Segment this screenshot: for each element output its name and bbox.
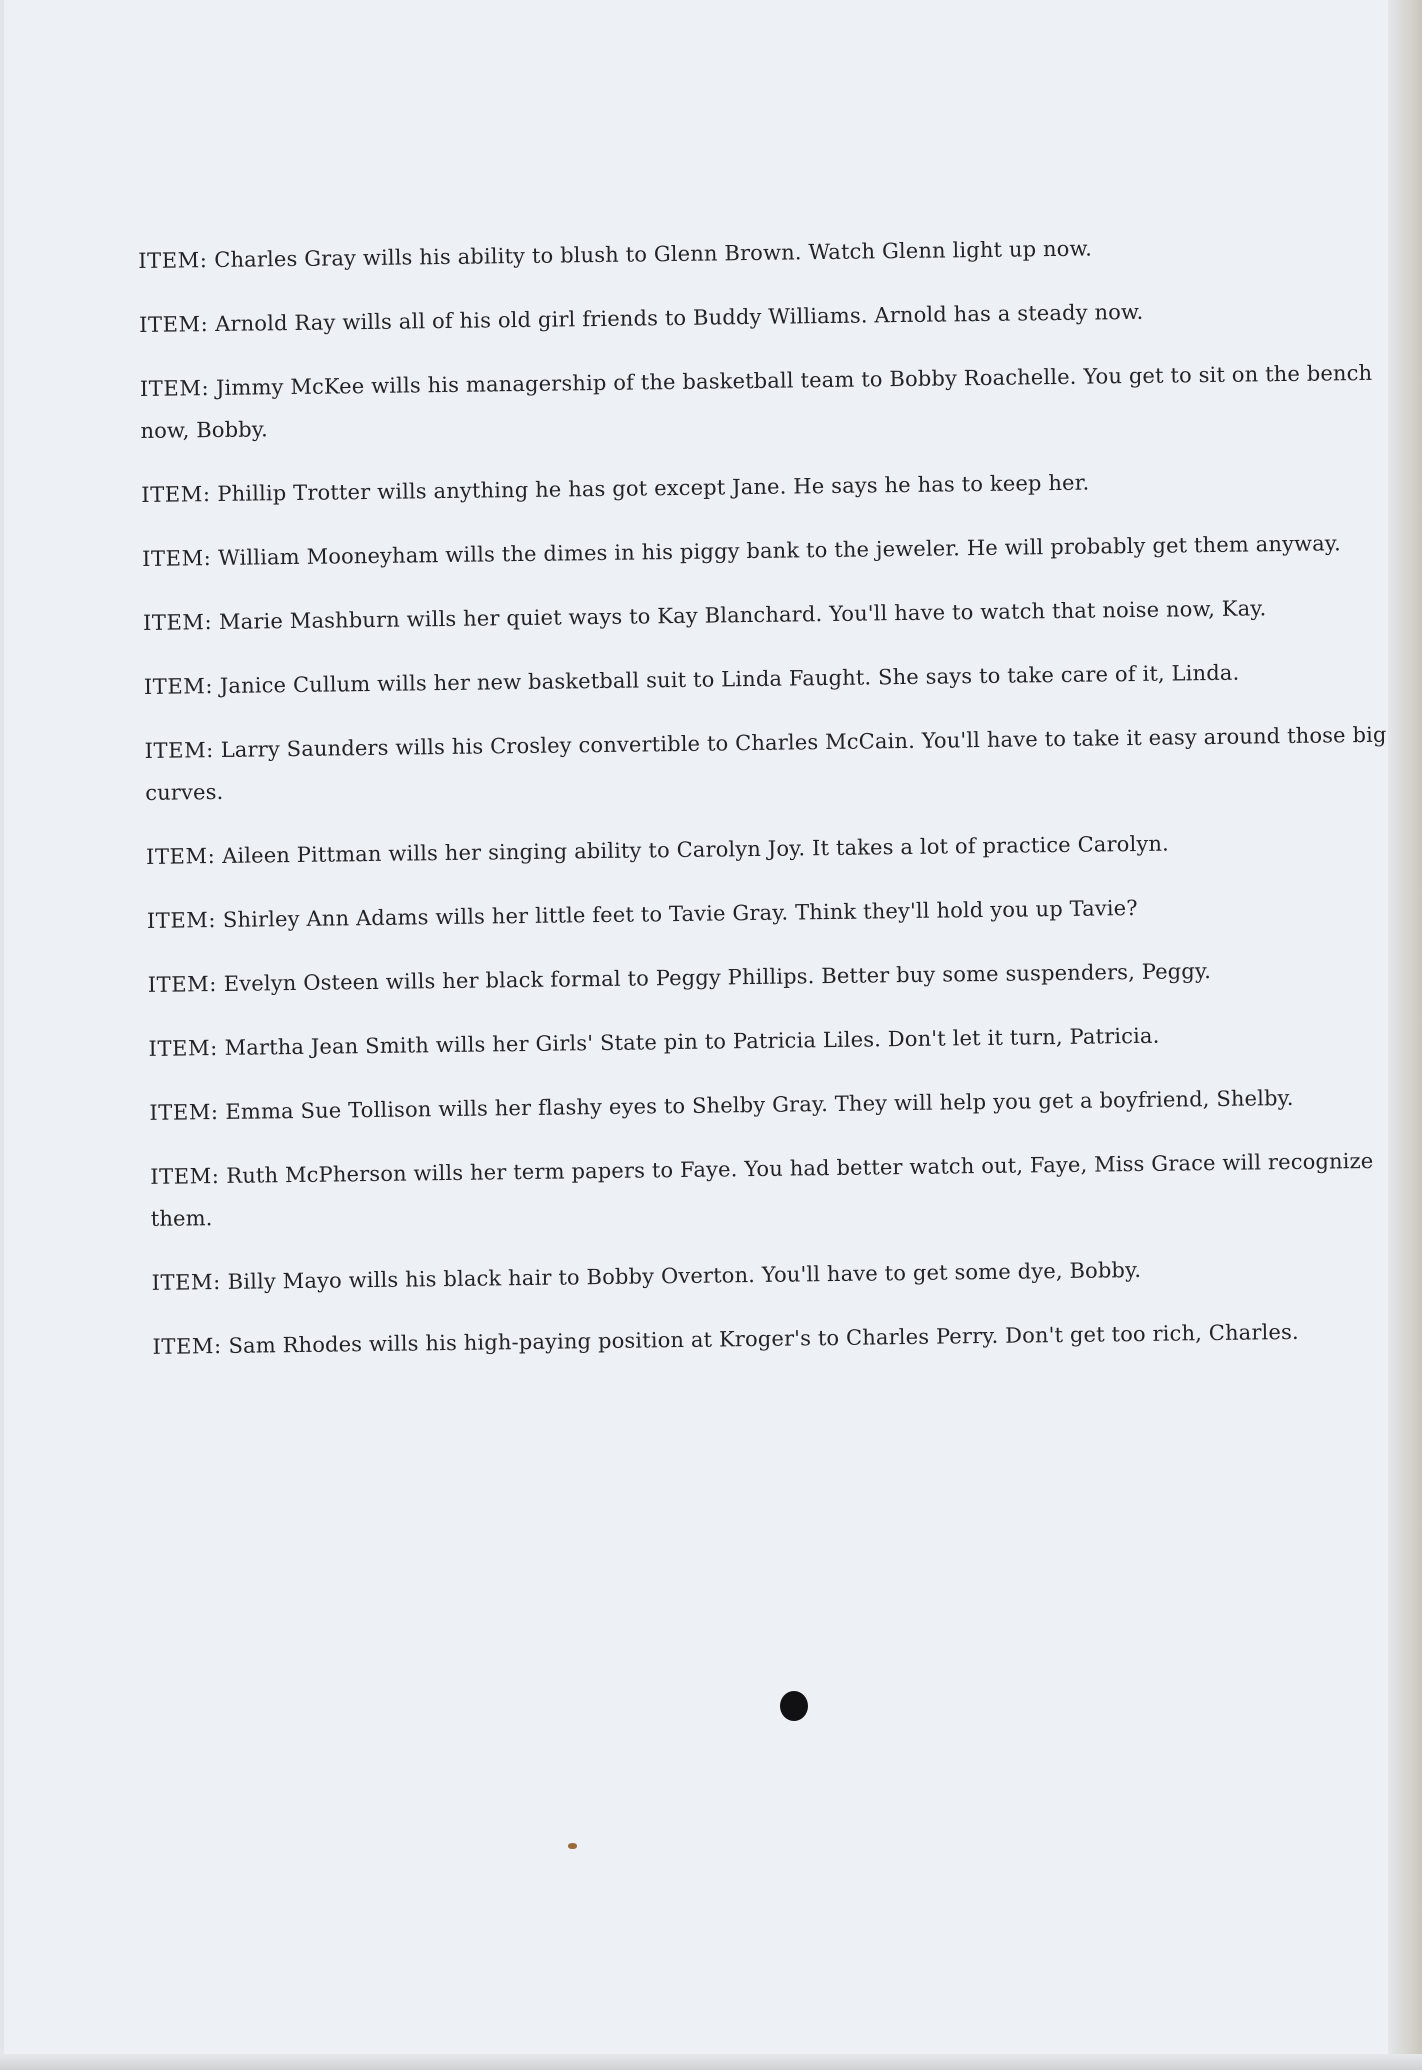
- item-label: ITEM:: [149, 1100, 219, 1125]
- item-label: ITEM:: [148, 1036, 218, 1061]
- item-text: William Mooneyham wills the dimes in his piggy bank to the jeweler. He will probably get them anyway.: [218, 531, 1342, 570]
- item-text: Billy Mayo wills his black hair to Bobby Overton. You'll have to get some dye, Bobby.: [227, 1257, 1142, 1294]
- item-label: ITEM:: [142, 546, 212, 571]
- will-item: [139, 288, 1384, 346]
- item-text: Martha Jean Smith wills her Girls' State pin to Patricia Liles. Don't let it turn, Patricia.: [224, 1023, 1160, 1060]
- bullet-dot: [780, 1691, 808, 1721]
- item-text: Arnold Ray wills all of his old girl friends to Buddy Williams. Arnold has a steady now.: [214, 299, 1144, 336]
- will-item: [146, 820, 1391, 878]
- will-item: [144, 714, 1390, 814]
- will-item: [147, 884, 1392, 942]
- page-bottom-shadow: [0, 2054, 1422, 2070]
- item-text: Aileen Pittman wills her singing ability to Carolyn Joy. It takes a lot of practice Carolyn.: [221, 831, 1170, 868]
- will-item: [141, 458, 1386, 516]
- item-label: ITEM:: [142, 610, 213, 635]
- will-items-list: [138, 224, 1398, 1390]
- item-label: ITEM:: [150, 1164, 220, 1189]
- will-item: [148, 1012, 1393, 1070]
- item-text: Emma Sue Tollison wills her flashy eyes to Shelby Gray. They will help you get a boyfriend, Shelby.: [225, 1085, 1294, 1124]
- will-item: [143, 586, 1388, 644]
- item-label: ITEM:: [151, 1270, 222, 1295]
- will-item: [151, 1246, 1396, 1304]
- item-text: Charles Gray wills his ability to blush to Glenn Brown. Watch Glenn light up now.: [214, 236, 1093, 273]
- page-left-edge: [0, 0, 4, 2070]
- item-label: ITEM:: [152, 1334, 222, 1359]
- will-item: [144, 650, 1389, 708]
- item-text: Sam Rhodes wills his high-paying position at Kroger's to Charles Perry. Don't get too rich, Charles.: [228, 1319, 1299, 1358]
- item-text: Janice Cullum wills her new basketball suit to Linda Faught. She says to take care of it, Linda.: [219, 660, 1240, 698]
- will-item: [147, 948, 1392, 1006]
- item-label: ITEM:: [145, 844, 216, 869]
- item-label: ITEM:: [143, 674, 214, 699]
- item-label: ITEM:: [139, 376, 210, 401]
- item-text: Marie Mashburn wills her quiet ways to Kay Blanchard. You'll have to watch that noise now, Kay.: [218, 596, 1267, 634]
- item-label: ITEM:: [144, 738, 215, 763]
- item-text: Shirley Ann Adams wills her little feet to Tavie Gray. Think they'll hold you up Tavie?: [222, 895, 1138, 932]
- item-text: Phillip Trotter wills anything he has got except Jane. He says he has to keep her.: [217, 470, 1090, 506]
- will-item: [152, 1310, 1397, 1368]
- paper-speck: [568, 1843, 577, 1849]
- will-item: [138, 224, 1383, 282]
- item-label: ITEM:: [138, 248, 208, 273]
- will-item: [150, 1140, 1396, 1240]
- item-text: Larry Saunders wills his Crosley convertible to Charles McCain. You'll have to take it easy around those big curves.: [145, 722, 1387, 805]
- item-label: ITEM:: [138, 312, 209, 337]
- item-text: Jimmy McKee wills his managership of the basketball team to Bobby Roachelle. You get to sit on the bench now, Bobby.: [140, 360, 1373, 443]
- will-item: [142, 522, 1387, 580]
- item-label: ITEM:: [147, 972, 218, 997]
- will-item: [149, 1076, 1394, 1134]
- will-item: [140, 352, 1386, 452]
- item-label: ITEM:: [141, 482, 211, 507]
- item-label: ITEM:: [146, 908, 217, 933]
- item-text: Ruth McPherson wills her term papers to Faye. You had better watch out, Faye, Miss Grace will recognize them.: [150, 1148, 1374, 1231]
- item-text: Evelyn Osteen wills her black formal to Peggy Phillips. Better buy some suspenders, Peggy.: [223, 959, 1212, 996]
